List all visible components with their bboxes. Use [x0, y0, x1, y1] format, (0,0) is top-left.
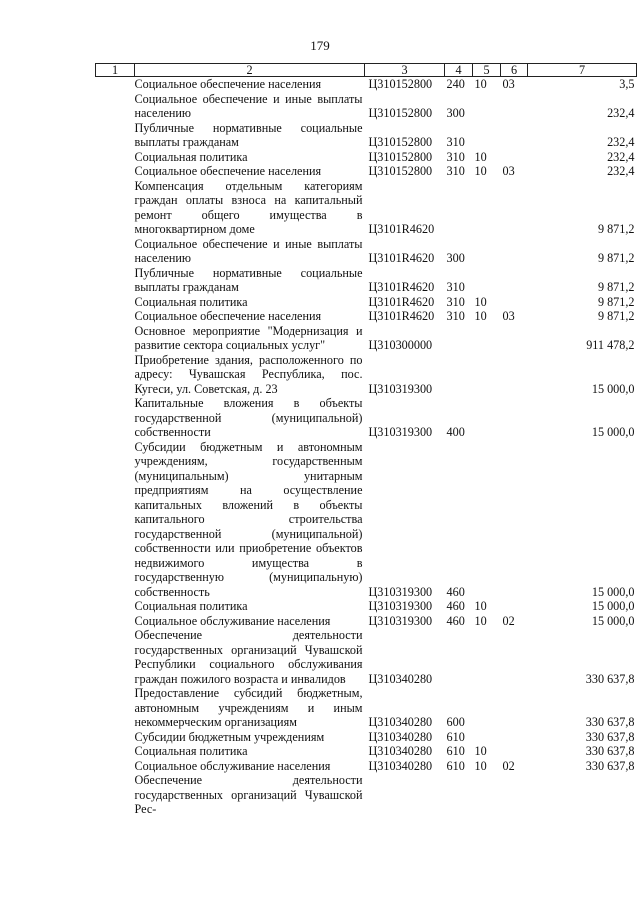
subsection	[501, 353, 528, 397]
expense-type: 310	[446, 135, 465, 149]
amount: 330 637,8	[585, 715, 635, 729]
table-row	[96, 614, 637, 629]
index-cell	[96, 628, 135, 686]
expense-type: 610	[446, 758, 465, 773]
expense-type: 460	[446, 613, 465, 628]
item-name: Социальное обеспечение населения	[134, 164, 322, 178]
subsection	[501, 773, 528, 817]
subsection: 02	[502, 758, 515, 773]
amount: 232,4	[607, 149, 635, 164]
target-code: Ц3101R4620	[368, 251, 435, 265]
table-row	[96, 164, 637, 179]
amount: 330 637,8	[585, 671, 635, 686]
subsection	[501, 150, 528, 165]
section	[473, 628, 501, 686]
target-code: Ц310319300	[368, 425, 433, 439]
expense-type	[445, 353, 473, 397]
target-code: Ц310152800	[368, 106, 433, 120]
table-row	[96, 179, 637, 237]
expense-type: 400	[446, 425, 465, 439]
subsection: 03	[502, 309, 515, 323]
target-code: Ц310340280	[368, 744, 433, 758]
index-cell	[96, 179, 135, 237]
amount	[528, 773, 637, 817]
table-row	[96, 773, 637, 817]
amount: 330 637,8	[585, 758, 635, 773]
table-row	[96, 440, 637, 600]
subsection	[501, 730, 528, 745]
index-cell	[96, 599, 135, 614]
expense-type: 310	[446, 149, 465, 164]
section	[473, 266, 501, 295]
amount: 232,4	[607, 164, 635, 178]
amount: 232,4	[607, 106, 635, 120]
header-row	[96, 64, 637, 77]
index-cell	[96, 150, 135, 165]
header-cell: 2	[135, 64, 365, 77]
expense-type	[445, 324, 473, 353]
amount: 15 000,0	[591, 381, 635, 396]
header-cell: 3	[365, 64, 445, 77]
table-row	[96, 628, 637, 686]
subsection	[501, 266, 528, 295]
item-name: Субсидии бюджетным и автономным учреждениям, государственным (муниципальным) унитарным предприятиям на осуществление капитальных вложений в объекты капитального строительства государственной (муниципальной) собственности или приобретение объектов недвижимого имущества в государственную (муниципальную) собственность	[134, 439, 363, 599]
item-name: Социальное обеспечение населения	[134, 77, 322, 91]
item-name: Компенсация отдельным категориям граждан оплаты взноса на капитальный ремонт общего имущества в многоквартирном доме	[134, 178, 363, 236]
table-row	[96, 759, 637, 774]
index-cell	[96, 773, 135, 817]
table-row	[96, 686, 637, 730]
item-name: Публичные нормативные социальные выплаты гражданам	[134, 120, 363, 149]
header-cell: 1	[96, 64, 135, 77]
section: 10	[474, 758, 487, 773]
expense-type: 610	[446, 744, 465, 758]
subsection	[501, 599, 528, 614]
header-cell: 5	[473, 64, 501, 77]
index-cell	[96, 309, 135, 324]
item-name: Приобретение здания, расположенного по адресу: Чувашская Республика, пос. Кугеси, ул. Советская, д. 23	[134, 352, 363, 396]
item-name: Социальное обслуживание населения	[134, 758, 331, 773]
target-code: Ц310319300	[368, 613, 433, 628]
item-name: Предоставление субсидий бюджетным, автономным учреждениям и иным некоммерческим организациям	[134, 686, 363, 729]
item-name: Обеспечение деятельности государственных организаций Чувашской Республики социального обслуживания граждан пожилого возраста и инвалидов	[134, 628, 363, 686]
expense-type	[445, 773, 473, 817]
expense-type	[445, 628, 473, 686]
subsection	[501, 440, 528, 600]
target-code: Ц310340280	[368, 715, 433, 729]
table-row	[96, 599, 637, 614]
budget-table	[95, 63, 637, 817]
index-cell	[96, 237, 135, 266]
index-cell	[96, 759, 135, 774]
target-code: Ц3101R4620	[368, 294, 435, 309]
header-cell: 7	[528, 64, 637, 77]
expense-type: 310	[446, 294, 465, 309]
amount: 15 000,0	[591, 425, 635, 439]
amount: 15 000,0	[591, 613, 635, 628]
subsection	[501, 686, 528, 730]
target-code: Ц310319300	[368, 599, 433, 613]
page-number: 179	[310, 38, 330, 53]
table-row	[96, 150, 637, 165]
target-code: Ц3101R4620	[368, 309, 435, 323]
item-name: Публичные нормативные социальные выплаты гражданам	[134, 265, 363, 294]
expense-type: 300	[446, 251, 465, 265]
subsection	[501, 237, 528, 266]
index-cell	[96, 164, 135, 179]
section: 10	[474, 77, 487, 91]
subsection	[501, 324, 528, 353]
table-row	[96, 324, 637, 353]
item-name: Основное мероприятие "Модернизация и развитие сектора социальных услуг"	[134, 323, 363, 352]
expense-type: 460	[446, 599, 465, 613]
expense-type: 240	[446, 77, 465, 91]
target-code: Ц310319300	[368, 381, 433, 396]
index-cell	[96, 744, 135, 759]
section: 10	[474, 309, 487, 323]
subsection	[501, 396, 528, 440]
table-row	[96, 237, 637, 266]
amount: 9 871,2	[597, 251, 635, 265]
expense-type: 460	[446, 584, 465, 599]
item-name: Социальная политика	[134, 599, 248, 613]
section	[473, 353, 501, 397]
target-code: Ц310152800	[368, 135, 433, 149]
item-name: Социальное обслуживание населения	[134, 613, 331, 628]
target-code: Ц310152800	[368, 149, 433, 164]
table-row	[96, 92, 637, 121]
subsection	[501, 295, 528, 310]
section	[473, 396, 501, 440]
amount: 9 871,2	[597, 222, 635, 236]
section	[473, 440, 501, 600]
subsection	[501, 628, 528, 686]
header-cell: 4	[445, 64, 473, 77]
table-row	[96, 295, 637, 310]
table-row	[96, 353, 637, 397]
section	[473, 121, 501, 150]
item-name: Социальная политика	[134, 294, 248, 309]
index-cell	[96, 295, 135, 310]
subsection	[501, 92, 528, 121]
table-row	[96, 730, 637, 745]
item-name: Социальная политика	[134, 744, 248, 758]
item-name: Социальное обеспечение и иные выплаты населению	[134, 236, 363, 265]
subsection: 02	[502, 613, 515, 628]
target-code	[365, 773, 445, 817]
amount: 9 871,2	[597, 280, 635, 294]
index-cell	[96, 92, 135, 121]
amount: 330 637,8	[585, 729, 635, 744]
index-cell	[96, 440, 135, 600]
target-code: Ц310300000	[368, 338, 433, 352]
index-cell	[96, 686, 135, 730]
table-row	[96, 121, 637, 150]
index-cell	[96, 730, 135, 745]
expense-type: 310	[446, 280, 465, 294]
index-cell	[96, 121, 135, 150]
item-name: Социальная политика	[134, 149, 248, 164]
section: 10	[474, 149, 487, 164]
expense-type: 310	[446, 309, 465, 323]
section	[473, 179, 501, 237]
amount: 3,5	[619, 77, 635, 91]
section	[473, 92, 501, 121]
amount: 911 478,2	[586, 338, 635, 352]
section: 10	[474, 613, 487, 628]
target-code: Ц310340280	[368, 729, 433, 744]
index-cell	[96, 614, 135, 629]
subsection	[501, 179, 528, 237]
section: 10	[474, 744, 487, 758]
section: 10	[474, 164, 487, 178]
expense-type: 600	[446, 715, 465, 729]
amount: 15 000,0	[591, 599, 635, 613]
amount: 9 871,2	[597, 294, 635, 309]
section: 10	[474, 599, 487, 613]
target-code: Ц310152800	[368, 164, 433, 178]
subsection: 03	[502, 164, 515, 178]
expense-type: 310	[446, 164, 465, 178]
table-row	[96, 396, 637, 440]
item-name: Субсидии бюджетным учреждениям	[134, 729, 325, 744]
section: 10	[474, 294, 487, 309]
item-name: Капитальные вложения в объекты государственной (муниципальной) собственности	[134, 396, 363, 439]
table-row	[96, 309, 637, 324]
table-row	[96, 266, 637, 295]
subsection	[501, 744, 528, 759]
item-name: Обеспечение деятельности государственных организаций Чувашской Рес-	[134, 773, 363, 816]
amount: 232,4	[607, 135, 635, 149]
expense-type	[445, 179, 473, 237]
subsection	[501, 121, 528, 150]
section	[473, 324, 501, 353]
header-cell: 6	[501, 64, 528, 77]
expense-type: 300	[446, 106, 465, 120]
amount: 330 637,8	[585, 744, 635, 758]
target-code: Ц310319300	[368, 584, 433, 599]
table-row	[96, 744, 637, 759]
item-name: Социальное обеспечение населения	[134, 309, 322, 323]
index-cell	[96, 353, 135, 397]
index-cell	[96, 396, 135, 440]
amount: 9 871,2	[597, 309, 635, 323]
index-cell	[96, 77, 135, 92]
target-code: Ц3101R4620	[368, 222, 435, 236]
target-code: Ц310340280	[368, 671, 433, 686]
target-code: Ц310152800	[368, 77, 433, 91]
amount: 15 000,0	[591, 584, 635, 599]
subsection: 03	[502, 77, 515, 91]
item-name: Социальное обеспечение и иные выплаты населению	[134, 91, 363, 120]
index-cell	[96, 324, 135, 353]
index-cell	[96, 266, 135, 295]
target-code: Ц3101R4620	[368, 280, 435, 294]
target-code: Ц310340280	[368, 758, 433, 773]
section	[473, 686, 501, 730]
section	[473, 730, 501, 745]
section	[473, 773, 501, 817]
section	[473, 237, 501, 266]
table-row	[96, 77, 637, 92]
expense-type: 610	[446, 729, 465, 744]
